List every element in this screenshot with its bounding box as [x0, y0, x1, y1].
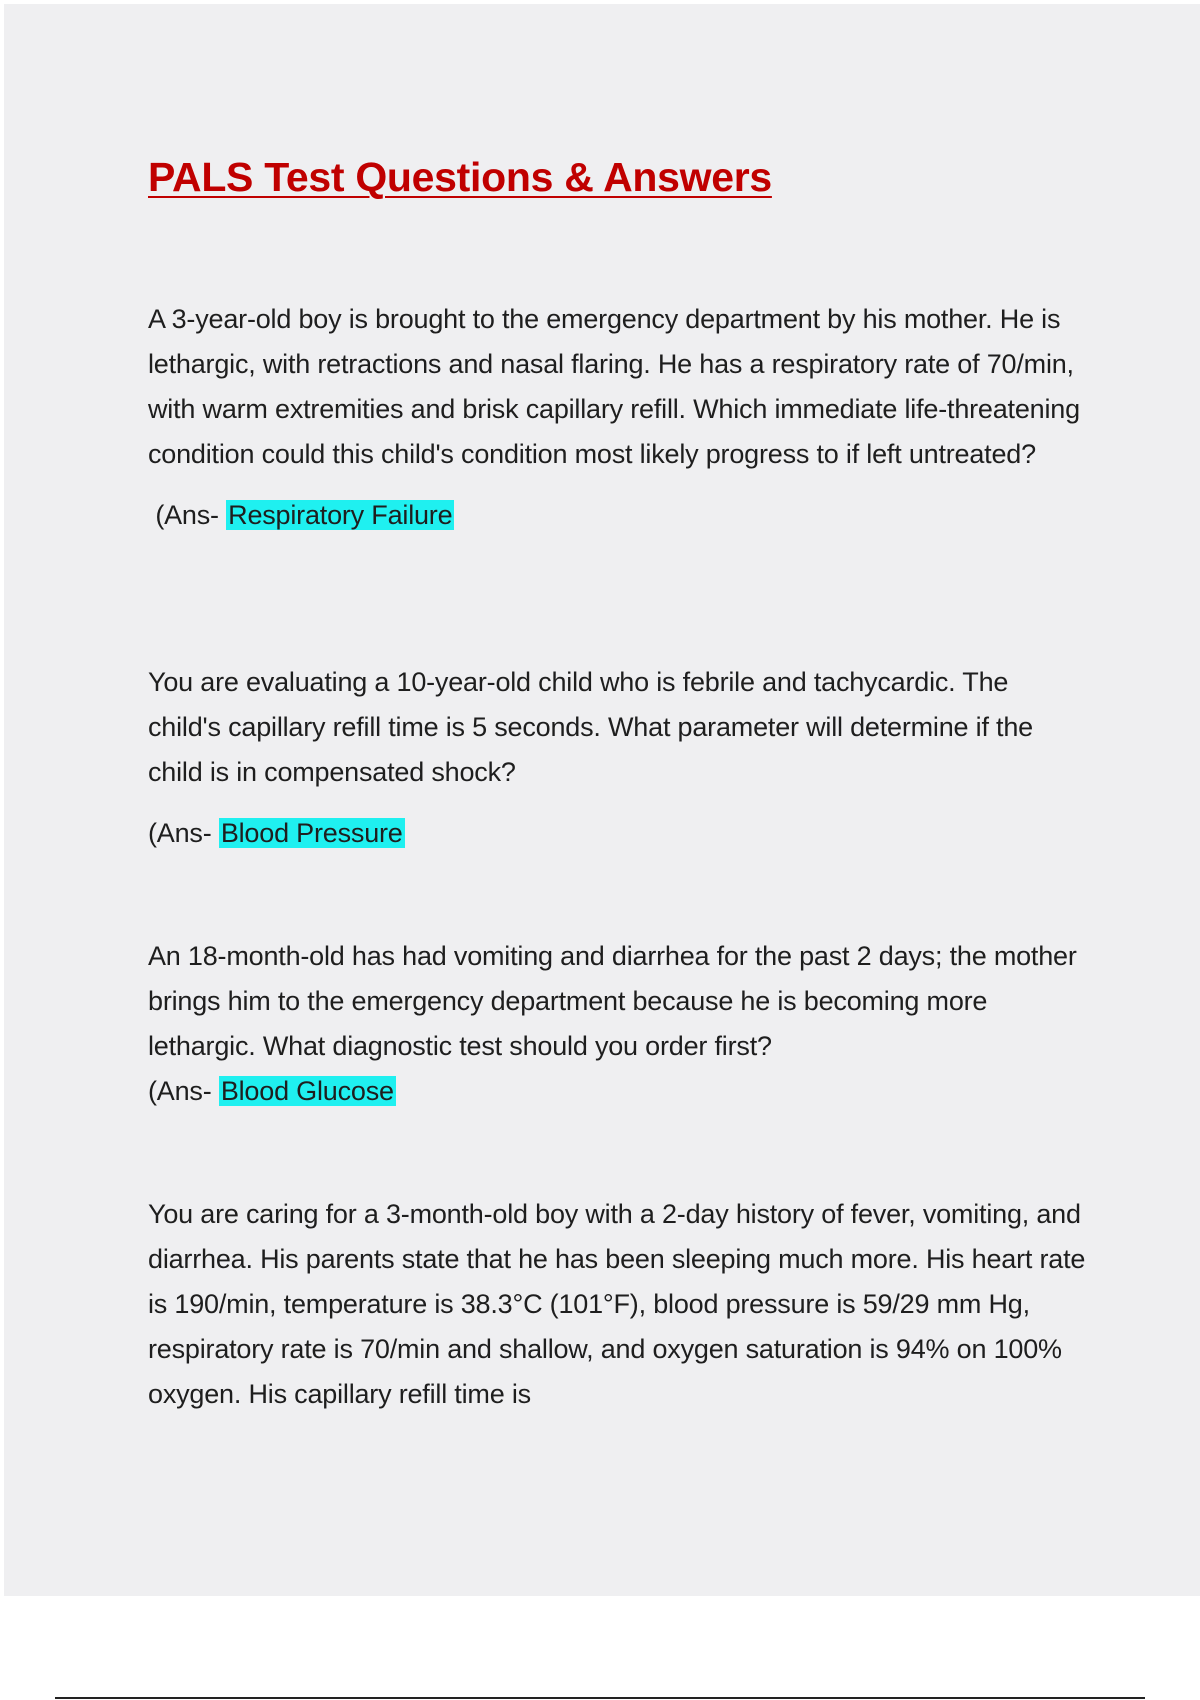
question-text: You are evaluating a 10-year-old child who is febrile and tachycardic. The child's capillary refill time is 5 seconds. What parameter will determine if the child is in compensated shock? [148, 667, 1033, 787]
answer-highlight: Blood Glucose [220, 1076, 394, 1106]
page-bottom-divider [55, 1697, 1145, 1699]
document-title: PALS Test Questions & Answers [148, 154, 772, 200]
answer-highlight: Blood Pressure [220, 818, 403, 848]
answer-prefix: (Ans- [155, 500, 219, 530]
question-block-2 [148, 660, 1088, 856]
answer-highlight: Respiratory Failure [228, 500, 453, 530]
answer-line [148, 1069, 1088, 1114]
question-text: You are caring for a 3-month-old boy with a 2-day history of fever, vomiting, and diarrhea. His parents state that he has been sleeping much more. His heart rate is 190/min, temperature is 38.3°C (101°F), blood pressure is 59/29 mm Hg, respiratory rate is 70/min and shallow, and oxygen saturation is 94% on 100% oxygen. His capillary refill time is [148, 1199, 1086, 1409]
answer-prefix: (Ans- [148, 1076, 212, 1106]
document-page [4, 4, 1200, 1596]
answer-prefix: (Ans- [148, 818, 212, 848]
answer-line [148, 811, 1088, 856]
question-block-1 [148, 297, 1088, 538]
question-text: A 3-year-old boy is brought to the emergency department by his mother. He is lethargic, with retractions and nasal flaring. He has a respiratory rate of 70/min, with warm extremities and brisk capillary refill. Which immediate life-threatening condition could this child's condition most likely progress to if left untreated? [148, 304, 1080, 469]
question-block-4 [148, 1192, 1088, 1417]
answer-line [148, 493, 1088, 538]
question-text: An 18-month-old has had vomiting and diarrhea for the past 2 days; the mother brings him to the emergency department because he is becoming more lethargic. What diagnostic test should you order first? [148, 941, 1077, 1061]
question-block-3 [148, 934, 1088, 1114]
